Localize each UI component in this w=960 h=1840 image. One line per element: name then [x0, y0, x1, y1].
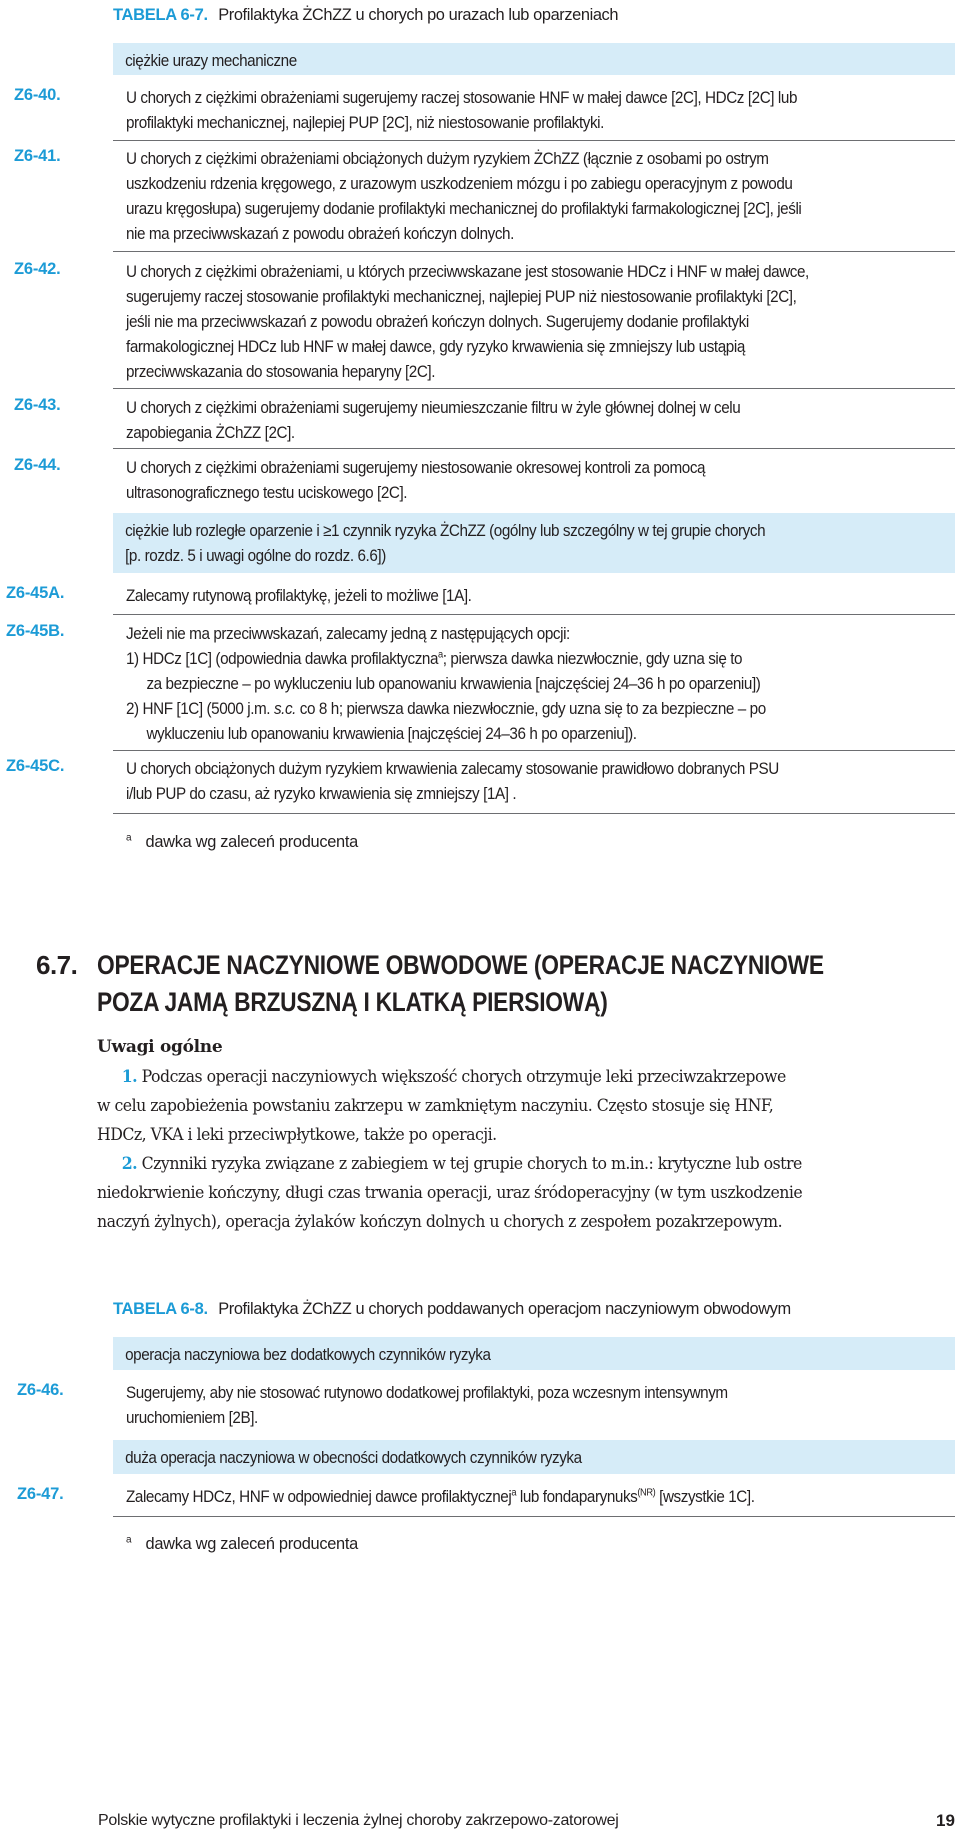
paragraph-line: w celu zapobieżenia powstaniu zakrzepu w zamkniętym naczyniu. Często stosuje się HNF,	[97, 1096, 774, 1115]
footnote-marker: a	[511, 1487, 517, 1499]
paragraph-line: 2. Czynniki ryzyka związane z zabiegiem w tej grupie chorych to m.in.: krytyczne lub ostre	[121, 1153, 802, 1173]
recommendation-code: Z6-45A.	[6, 584, 65, 602]
recommendation-text	[126, 757, 930, 807]
table-bottom-rule	[113, 1516, 955, 1517]
recommendation-code: Z6-40.	[14, 86, 61, 104]
recommendation-code: Z6-44.	[14, 456, 61, 474]
table-label: TABELA 6-8.	[113, 1300, 208, 1318]
paragraph-line: HDCz, VKA i leki przeciwpłytkowe, także po operacji.	[97, 1125, 497, 1144]
recommendation-text	[126, 260, 930, 385]
recommendation-text	[126, 622, 930, 747]
text-line: wykluczeniu lub opanowaniu krwawienia [najczęściej 24–36 h po oparzeniu]).	[146, 725, 637, 743]
section-band-major-surgery	[113, 1440, 955, 1474]
recommendation-code: Z6-47.	[17, 1485, 64, 1503]
section-band-no-risk	[113, 1337, 955, 1370]
table-6-8-caption	[113, 1300, 953, 1319]
body-paragraphs	[97, 1062, 933, 1236]
section-title	[97, 947, 923, 1021]
subheading: Uwagi ogólne	[97, 1037, 223, 1057]
recommendation-text: Zalecamy HDCz, HNF w odpowiedniej dawce profilaktycznej$^a$ lub fondaparynuks$^{(NR)}$ [wszystkie 1C].	[126, 1487, 755, 1506]
text-line: za bezpieczne – po wykluczeniu lub opanowaniu krwawienia [najczęściej 24–36 h po oparzeniu])	[146, 675, 761, 693]
text-line: U chorych z ciężkimi obrażeniami sugerujemy raczej stosowanie HNF w małej dawce [2C], HDCz [2C] lub	[126, 89, 798, 107]
recommendation-code: Z6-45C.	[6, 757, 65, 775]
recommendation-code: Z6-41.	[14, 147, 61, 165]
divider	[113, 140, 955, 141]
text-line: Sugerujemy, aby nie stosować rutynowo dodatkowej profilaktyki, poza wczesnym intensywnym	[126, 1384, 728, 1402]
text-line: uruchomieniem [2B].	[126, 1409, 258, 1427]
recommendation-text	[126, 396, 930, 446]
text-line: ciężkie lub rozległe oparzenie i ≥1 czynnik ryzyka ŻChZZ (ogólny lub szczególny w tej grupie chorych	[125, 522, 766, 540]
page-footer-title: Polskie wytyczne profilaktyki i leczenia żylnej choroby zakrzepowo-zatorowej	[98, 1812, 619, 1829]
text-line: U chorych obciążonych dużym ryzykiem krwawienia zalecamy stosowanie prawidłowo dobranych PSU	[126, 760, 779, 778]
text-line: U chorych z ciężkimi obrażeniami sugerujemy niestosowanie okresowej kontroli za pomocą	[126, 459, 706, 477]
divider	[113, 251, 955, 252]
text-line: farmakologicznej HDCz lub HNF w małej dawce, gdy ryzyko krwawienia się zmniejszy lub ustąpią	[126, 338, 745, 356]
section-number: 6.7.	[36, 950, 78, 980]
text-line: 1) HDCz [1C] (odpowiednia dawka profilaktyczna$^a$; pierwsza dawka niezwłocznie, gdy uzna się to	[126, 649, 743, 668]
page-number: 19	[936, 1811, 955, 1830]
table-footnote: $^a$ dawka wg zaleceń producenta	[126, 832, 358, 851]
band-label: duża operacja naczyniowa w obecności dodatkowych czynników ryzyka	[125, 1449, 582, 1467]
text-line: przeciwwskazania do stosowania heparyny [2C].	[126, 363, 436, 381]
divider	[113, 750, 955, 751]
divider	[113, 388, 955, 389]
table-footnote: $^a$ dawka wg zaleceń producenta	[126, 1534, 358, 1553]
table-bottom-rule	[113, 813, 955, 814]
recommendation-code: Z6-42.	[14, 260, 61, 278]
text-line: U chorych z ciężkimi obrażeniami obciążonych dużym ryzykiem ŻChZZ (łącznie z osobami po ostrym	[126, 150, 769, 168]
title-line: OPERACJE NACZYNIOWE OBWODOWE (OPERACJE NACZYNIOWE	[97, 950, 824, 980]
text-line: profilaktyki mechanicznej, najlepiej PUP [2C], niż niestosowanie profilaktyki.	[126, 114, 604, 132]
text-line: sugerujemy raczej stosowanie profilaktyki mechanicznej, najlepiej PUP niż niestosowanie profilaktyki [2C],	[126, 288, 797, 306]
text-line: nie ma przeciwwskazań z powodu obrażeń kończyn dolnych.	[126, 225, 514, 243]
footnote-marker: a	[126, 1534, 132, 1546]
recommendation-code: Z6-46.	[17, 1381, 64, 1399]
table-label: TABELA 6-7.	[113, 6, 208, 24]
text-line: i/lub PUP do czasu, aż ryzyko krwawienia się zmniejszy [1A] .	[126, 785, 517, 803]
recommendation-text: Zalecamy rutynową profilaktykę, jeżeli to możliwe [1A].	[126, 587, 472, 605]
table-6-7-caption	[113, 6, 953, 25]
title-line: POZA JAMĄ BRZUSZNĄ I KLATKĄ PIERSIOWĄ)	[97, 987, 608, 1017]
paragraph-line: naczyń żylnych), operacja żylaków kończyn dolnych u chorych z zespołem pozakrzepowym.	[97, 1212, 783, 1231]
table-title: Profilaktyka ŻChZZ u chorych poddawanych operacjom naczyniowym obwodowym	[218, 1300, 791, 1318]
recommendation-text	[126, 456, 930, 506]
band-label: operacja naczyniowa bez dodatkowych czynników ryzyka	[125, 1346, 491, 1364]
divider	[113, 448, 955, 449]
text-line: uszkodzeniu rdzenia kręgowego, z urazowym uszkodzeniem mózgu i po zabiegu operacyjnym z powodu	[126, 175, 793, 193]
text-line: urazu kręgosłupa) sugerujemy dodanie profilaktyki mechanicznej do profilaktyki farmakologicznej [2C], jeśli	[126, 200, 802, 218]
paragraph-line: niedokrwienie kończyny, długi czas trwania operacji, uraz śródoperacyjny (w tym uszkodzenie	[97, 1183, 803, 1202]
text-line: Jeżeli nie ma przeciwwskazań, zalecamy jedną z następujących opcji:	[126, 625, 570, 643]
text-line: 2) HNF [1C] (5000 j.m. s.c. co 8 h; pierwsza dawka niezwłocznie, gdy uzna się to za bezpieczne – po	[126, 700, 766, 718]
paragraph-line: 1. Podczas operacji naczyniowych większość chorych otrzymuje leki przeciwzakrzepowe	[121, 1066, 786, 1086]
table-title: Profilaktyka ŻChZZ u chorych po urazach lub oparzeniach	[218, 6, 619, 24]
text-line: ultrasonograficznego testu uciskowego [2C].	[126, 484, 408, 502]
section-band-burns	[113, 513, 955, 573]
text-line: U chorych z ciężkimi obrażeniami, u których przeciwwskazane jest stosowanie HDCz i HNF w małej dawce,	[126, 263, 809, 281]
recommendation-text	[126, 1381, 930, 1431]
text-line: U chorych z ciężkimi obrażeniami sugerujemy nieumieszczanie filtru w żyle głównej dolnej w celu	[126, 399, 741, 417]
recommendation-code: Z6-45B.	[6, 622, 65, 640]
band-label: ciężkie urazy mechaniczne	[125, 52, 297, 70]
section-band-mechanical-injuries	[113, 43, 955, 75]
divider	[113, 614, 955, 615]
recommendation-text	[126, 86, 930, 136]
recommendation-code: Z6-43.	[14, 396, 61, 414]
footnote-marker: a	[438, 649, 443, 661]
superscript-note: (NR)	[637, 1487, 656, 1499]
band-label	[113, 513, 943, 569]
text-line: jeśli nie ma przeciwwskazań z powodu obrażeń kończyn dolnych. Sugerujemy dodanie profilaktyki	[126, 313, 749, 331]
text-line: [p. rozdz. 5 i uwagi ogólne do rozdz. 6.6])	[125, 547, 386, 565]
text-line: zapobiegania ŻChZZ [2C].	[126, 424, 295, 442]
footnote-marker: a	[126, 832, 132, 844]
recommendation-text	[126, 147, 930, 247]
